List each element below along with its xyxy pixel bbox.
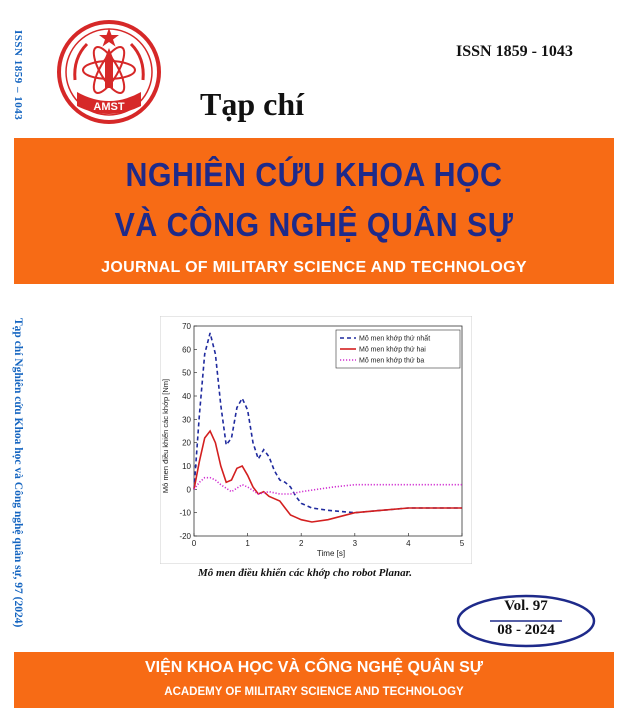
y-tick-label: 60	[182, 345, 191, 355]
y-tick-label: 10	[182, 462, 191, 471]
y-tick-label: 40	[182, 392, 191, 401]
issn-number: ISSN 1859 - 1043	[456, 43, 573, 60]
journal-title-english: JOURNAL OF MILITARY SCIENCE AND TECHNOLOGY	[101, 259, 527, 276]
y-tick-label: -10	[179, 508, 191, 518]
y-tick-label: 0	[186, 485, 191, 495]
legend-label-3: Mô men khớp thứ ba	[359, 357, 425, 365]
spine-issn: ISSN 1859 – 1043	[12, 30, 24, 121]
institution-name-en: ACADEMY OF MILITARY SCIENCE AND TECHNOLOGY	[164, 686, 464, 698]
y-tick-label: 70	[182, 322, 191, 331]
magazine-label: Tạp chí	[200, 86, 305, 122]
volume-number: Vol. 97	[504, 598, 548, 614]
institution-name-vn: VIỆN KHOA HỌC VÀ CÔNG NGHỆ QUÂN SỰ	[144, 659, 484, 676]
journal-title-line2: VÀ CÔNG NGHỆ QUÂN SỰ	[114, 206, 514, 243]
y-axis-label: Mô men điều khiển các khớp [Nm]	[161, 378, 170, 494]
torque-chart	[160, 316, 472, 564]
y-tick-label: 30	[182, 415, 191, 425]
x-tick-label: 3	[352, 539, 358, 548]
y-tick-label: -20	[179, 532, 191, 541]
spine-journal-title: Tạp chí Nghiên cứu Khoa học và Công nghệ quân sự, 97 (2024)	[12, 318, 24, 628]
figure-caption: Mô men điều khiển các khớp cho robot Planar.	[197, 567, 412, 579]
legend-label-1: Mô men khớp thứ nhất	[359, 335, 431, 343]
legend-label-2: Mô men khớp thứ hai	[359, 346, 426, 354]
y-tick-label: 50	[182, 368, 191, 378]
y-tick-label: 20	[182, 438, 191, 448]
logo-text: AMST	[93, 101, 125, 113]
x-tick-label: 2	[298, 539, 304, 548]
x-tick-label: 4	[406, 539, 411, 548]
amst-logo	[55, 18, 163, 126]
x-tick-label: 0	[191, 539, 197, 548]
volume-date: 08 - 2024	[497, 622, 555, 638]
x-tick-label: 5	[459, 539, 465, 548]
x-tick-label: 1	[245, 539, 250, 548]
x-axis-label: Time [s]	[316, 549, 346, 558]
journal-title-line1: NGHIÊN CỨU KHOA HỌC	[125, 156, 503, 193]
